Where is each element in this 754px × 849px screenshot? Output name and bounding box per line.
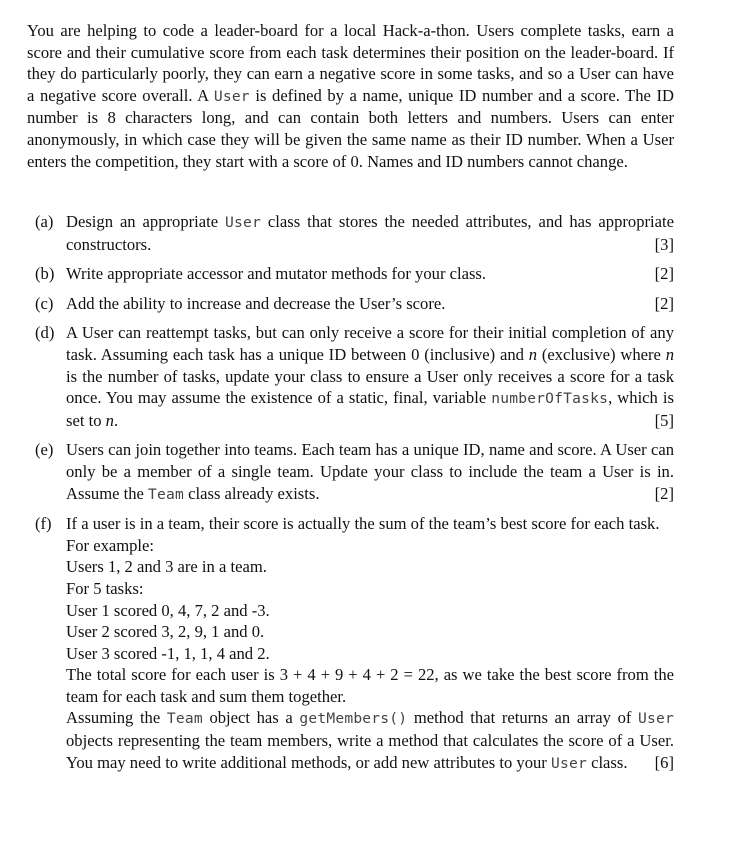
part-e: [27, 439, 674, 505]
part-e-code: Team: [148, 485, 184, 503]
part-c-text-1: Add the ability to increase and decrease the User’s score.: [66, 293, 446, 313]
math-n: n: [665, 344, 674, 364]
part-f-total: [66, 664, 674, 707]
math-zero: 0: [350, 151, 359, 171]
part-f-code-user: User: [550, 754, 587, 772]
part-d-text-6: .: [113, 410, 119, 430]
part-b-text-1: Write appropriate accessor and mutator methods for your class.: [66, 264, 487, 284]
part-f-code-getmembers: getMembers(): [299, 710, 408, 728]
part-a: [27, 211, 674, 255]
part-f-text-5: object has a: [202, 708, 300, 728]
part-f-example-line: User 1 scored 0, 4, 7, 2 and -3.: [66, 600, 270, 620]
part-e-text-1: Users can join together into teams. Each team has a unique ID, name and score. A User can only be a member of a single team. Update your class to include the team a User is in. Assume the: [66, 440, 674, 503]
part-d-text-5: , which is set to: [66, 388, 674, 430]
intro-paragraph: [27, 20, 674, 172]
part-f-text-6: method that returns an array of: [407, 708, 639, 728]
part-e-text-2: class already exists.: [184, 483, 320, 503]
part-c-marks: [2]: [654, 293, 674, 313]
part-a-text-2: class that stores the needed attributes, and has appropriate constructors.: [66, 212, 674, 254]
part-d-marks: [5]: [654, 410, 674, 430]
part-f-text-8: class.: [586, 752, 628, 772]
code-user: User: [213, 87, 250, 105]
part-b-label: (b): [35, 264, 55, 284]
part-a-text: [66, 211, 674, 255]
part-e-text: [66, 439, 674, 505]
question-parts: [27, 211, 674, 782]
math-n: n: [528, 344, 538, 364]
part-c-label: (c): [35, 293, 54, 313]
part-d: [27, 322, 674, 431]
part-d-text-4: is the number of tasks, update your class to ensure a User only receives a score for a task once. You may assume the existence of a static, final, variable: [66, 366, 674, 408]
part-f-example-line: User 2 scored 3, 2, 9, 1 and 0.: [66, 622, 265, 642]
part-f-text-1: If a user is in a team, their score is actually the sum of the team’s best score for each task. For example:: [66, 514, 660, 555]
part-a-marks: [3]: [654, 234, 674, 254]
part-b-marks: [2]: [654, 264, 674, 284]
part-d-label: (d): [35, 323, 55, 343]
part-c: [27, 293, 674, 315]
part-b: [27, 263, 674, 285]
part-d-text: [66, 322, 674, 431]
intro-text-1: You are helping to code a leader-board for a local Hack-a-thon. Users complete tasks, earn a score and their cumulative score from each task determines their position on the leader-board. If they do particularly poorly, they can earn a negative score in some tasks, and so a User can have a negative score overall. A: [27, 21, 674, 105]
part-e-marks: [2]: [654, 483, 674, 503]
part-f-text-7: objects representing the team members, write a method that calculates the score of a User. You may need to write additional methods, or add new attributes to your: [66, 731, 674, 772]
intro-text-2: is defined by a name, unique ID number and a score. The ID number is 8 characters long, and can contain both letters and numbers. Users can enter anonymously, in which case they will be given the same name as their ID number. When a User enters the competition, they start with a score of: [27, 85, 674, 171]
intro-text-3: . Names and ID numbers cannot change.: [358, 151, 628, 171]
part-e-label: (e): [35, 440, 54, 460]
part-d-text-1: A User can reattempt tasks, but can only receive a score for their initial completion of any task. Assuming each task has a unique ID between: [66, 323, 674, 364]
part-f-code-user: User: [638, 710, 674, 728]
part-f-example-line: For 5 tasks:: [66, 578, 144, 598]
part-a-text-1: Design an appropriate: [66, 212, 226, 231]
part-f-text-2: The total score for each user is: [66, 665, 280, 685]
part-d-code: numberOfTasks: [491, 390, 609, 408]
part-d-text-2: (inclusive) and: [419, 344, 529, 364]
part-f-label: (f): [35, 514, 52, 534]
part-f-marks: [6]: [654, 752, 674, 772]
part-f-equation: 3 + 4 + 9 + 4 + 2 = 22: [279, 665, 435, 685]
part-c-text: [66, 293, 674, 315]
part-a-code: User: [225, 214, 261, 231]
part-f: [27, 513, 674, 774]
part-f-code-team: Team: [166, 710, 203, 728]
part-f-example-line: User 3 scored -1, 1, 1, 4 and 2.: [66, 643, 270, 663]
part-f-task: [66, 707, 674, 774]
part-d-zero: 0: [411, 344, 420, 364]
part-f-text: [66, 513, 674, 774]
part-d-text-3: (exclusive) where: [537, 344, 666, 364]
part-f-example-line: Users 1, 2 and 3 are in a team.: [66, 557, 267, 577]
math-n: n: [105, 410, 114, 430]
part-b-text: [66, 263, 674, 285]
part-f-text-3: , as we take the best score from the team for each task and sum them together.: [66, 665, 675, 706]
part-f-text-4: Assuming the: [66, 708, 167, 728]
part-a-label: (a): [35, 212, 54, 231]
